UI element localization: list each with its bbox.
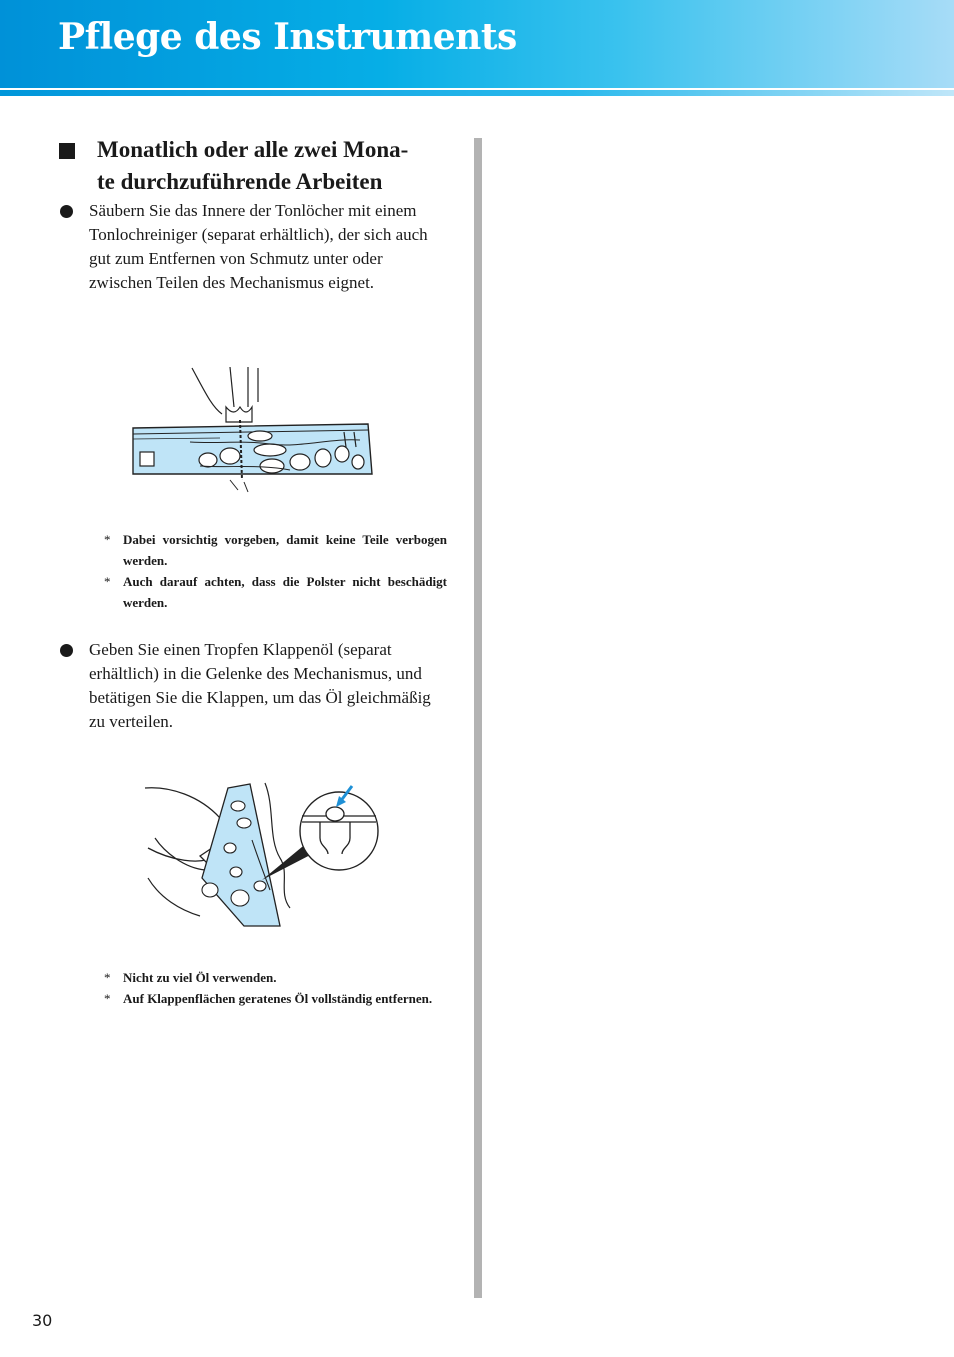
asterisk-marker: *: [104, 532, 111, 547]
asterisk-marker: *: [104, 574, 111, 589]
paragraph-key-oil: Geben Sie einen Tropfen Klappenöl (separat erhältlich) in die Gelenke des Mechanismus, und betätigen Sie die Klappen, um das Öl gleichmäßig zu verteilen.: [89, 640, 431, 731]
asterisk-marker: *: [104, 970, 111, 985]
bullet-dot-2: [60, 644, 73, 657]
notes-group-2: [104, 967, 447, 1009]
paragraph-tone-hole-cleaning: Säubern Sie das Innere der Tonlöcher mit einem Tonlochreiniger (separat erhältlich), der sich auch gut zum Entfernen von Schmutz unter oder zwischen Teilen des Mechanismus eignet.: [89, 201, 428, 292]
asterisk-marker: *: [104, 991, 111, 1006]
bullet-dot-1: [60, 205, 73, 218]
page-title: Pflege des Instruments: [58, 16, 517, 58]
note-text: Auch darauf achten, dass die Polster nicht beschädigt werden.: [123, 574, 447, 610]
section-square-bullet: [59, 143, 75, 159]
illustration-tone-hole-cleaner: [130, 362, 375, 497]
note-text: Nicht zu viel Öl verwenden.: [123, 970, 277, 985]
section-heading-line-1: Monatlich oder alle zwei Mona-: [97, 137, 409, 162]
page-header: [0, 0, 954, 88]
page-number: 30: [32, 1311, 53, 1330]
column-divider: [474, 138, 482, 1298]
section-heading: [97, 134, 447, 198]
section-heading-line-2: te durchzuführende Arbeiten: [97, 169, 383, 194]
note-text: Auf Klappenflächen geratenes Öl vollständig entfernen.: [123, 991, 433, 1006]
illustration-key-oil: [140, 778, 385, 928]
note-item: [104, 529, 447, 571]
notes-group-1: [104, 529, 447, 613]
note-item: [104, 967, 447, 988]
note-item: [104, 988, 447, 1009]
header-rule: [0, 90, 954, 96]
note-item: [104, 571, 447, 613]
note-text: Dabei vorsichtig vorgeben, damit keine Teile verbogen werden.: [123, 532, 447, 568]
